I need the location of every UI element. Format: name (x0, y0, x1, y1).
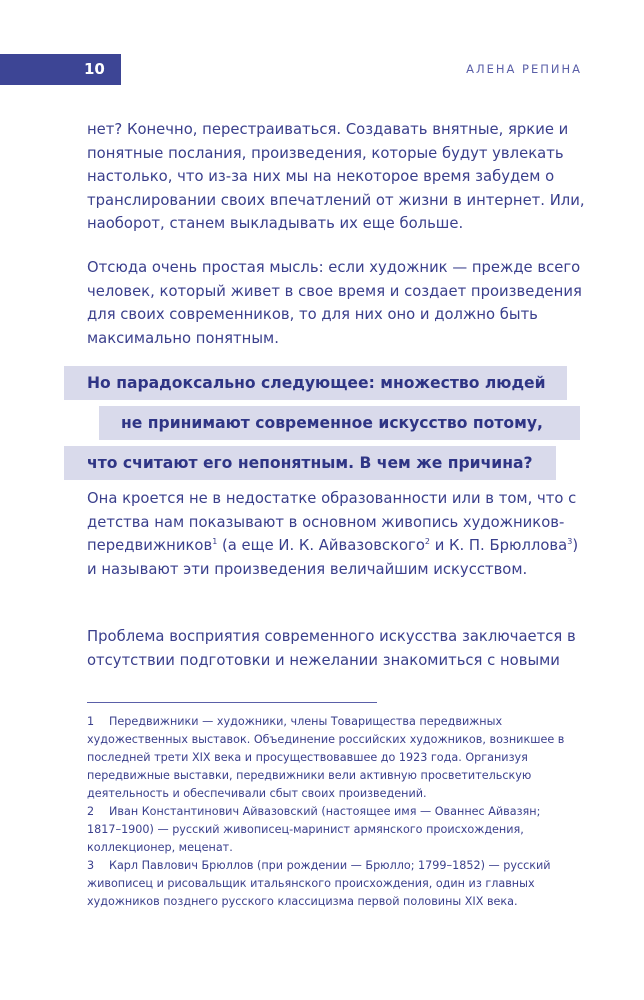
footnote-2 (87, 803, 577, 857)
footnote-1 (87, 713, 577, 803)
footnote-3 (87, 857, 577, 911)
pull-quote-line-3: что считают его непонятным. В чем же причина? (64, 446, 556, 480)
pull-quote-line-1: Но парадоксально следующее: множество людей (64, 366, 567, 400)
paragraph-2: Отсюда очень простая мысль: если художник — прежде всего человек, который живет в свое время и создает произведения для своих современников, то для них оно и должно быть максимально понятным. (87, 259, 582, 347)
footnote-number: 3 (87, 859, 95, 872)
footnote-ref-2: 2 (424, 537, 430, 546)
paragraph-1: нет? Конечно, перестраиваться. Создавать внятные, яркие и понятные послания, произведения, которые будут увлекать настолько, что из-за них мы на некоторое время забудем о транслировании своих впечатлений от жизни в интернет. Или, наоборот, станем выкладывать их еще больше. (87, 121, 585, 232)
paragraph-3-text-d: ) и называют эти произведения величайшим искусством. (87, 537, 579, 578)
footnote-ref-1: 1 (212, 537, 218, 546)
footnote-text: Иван Константинович Айвазовский (настоящее имя — Ованнес Айвазян; 1817–1900) — русский живописец-маринист армянского происхождения, коллекционер, меценат. (87, 805, 541, 854)
footnotes (87, 713, 577, 911)
page-number: 10 (84, 60, 105, 78)
footnote-number: 1 (87, 715, 95, 728)
pull-quote-line-2: не принимают современное искусство потому, (99, 406, 580, 440)
footnote-text: Передвижники — художники, члены Товарищества передвижных художественных выставок. Объединение российских художников, возникшее в последней трети XIX века и просуществовавшее до 1923 года. Организуя передвижные выставки, передвижники вели активную просветительскую деятельность и обеспечивали сбыт своих произведений. (87, 715, 565, 800)
paragraph-3-text-b: (а еще И. К. Айвазовского (217, 537, 425, 554)
paragraph-4: Проблема восприятия современного искусства заключается в отсутствии подготовки и нежелании знакомиться с новыми (87, 628, 576, 669)
footnote-ref-3: 3 (567, 537, 573, 546)
footnote-number: 2 (87, 805, 95, 818)
paragraph-3 (87, 487, 587, 581)
page-number-bar (0, 54, 121, 85)
running-head: АЛЕНА РЕПИНА (466, 62, 582, 76)
footnote-text: Карл Павлович Брюллов (при рождении — Брюлло; 1799–1852) — русский живописец и рисовальщик итальянского происхождения, один из главных художников позднего русского классицизма первой половины XIX века. (87, 859, 551, 908)
paragraph-3-text-a: Она кроется не в недостатке образованности или в том, что с детства нам показывают в основном живопись художников-передвижников (87, 490, 577, 554)
paragraph-3-text-c: и К. П. Брюллова (429, 537, 568, 554)
footnote-divider (87, 702, 377, 703)
